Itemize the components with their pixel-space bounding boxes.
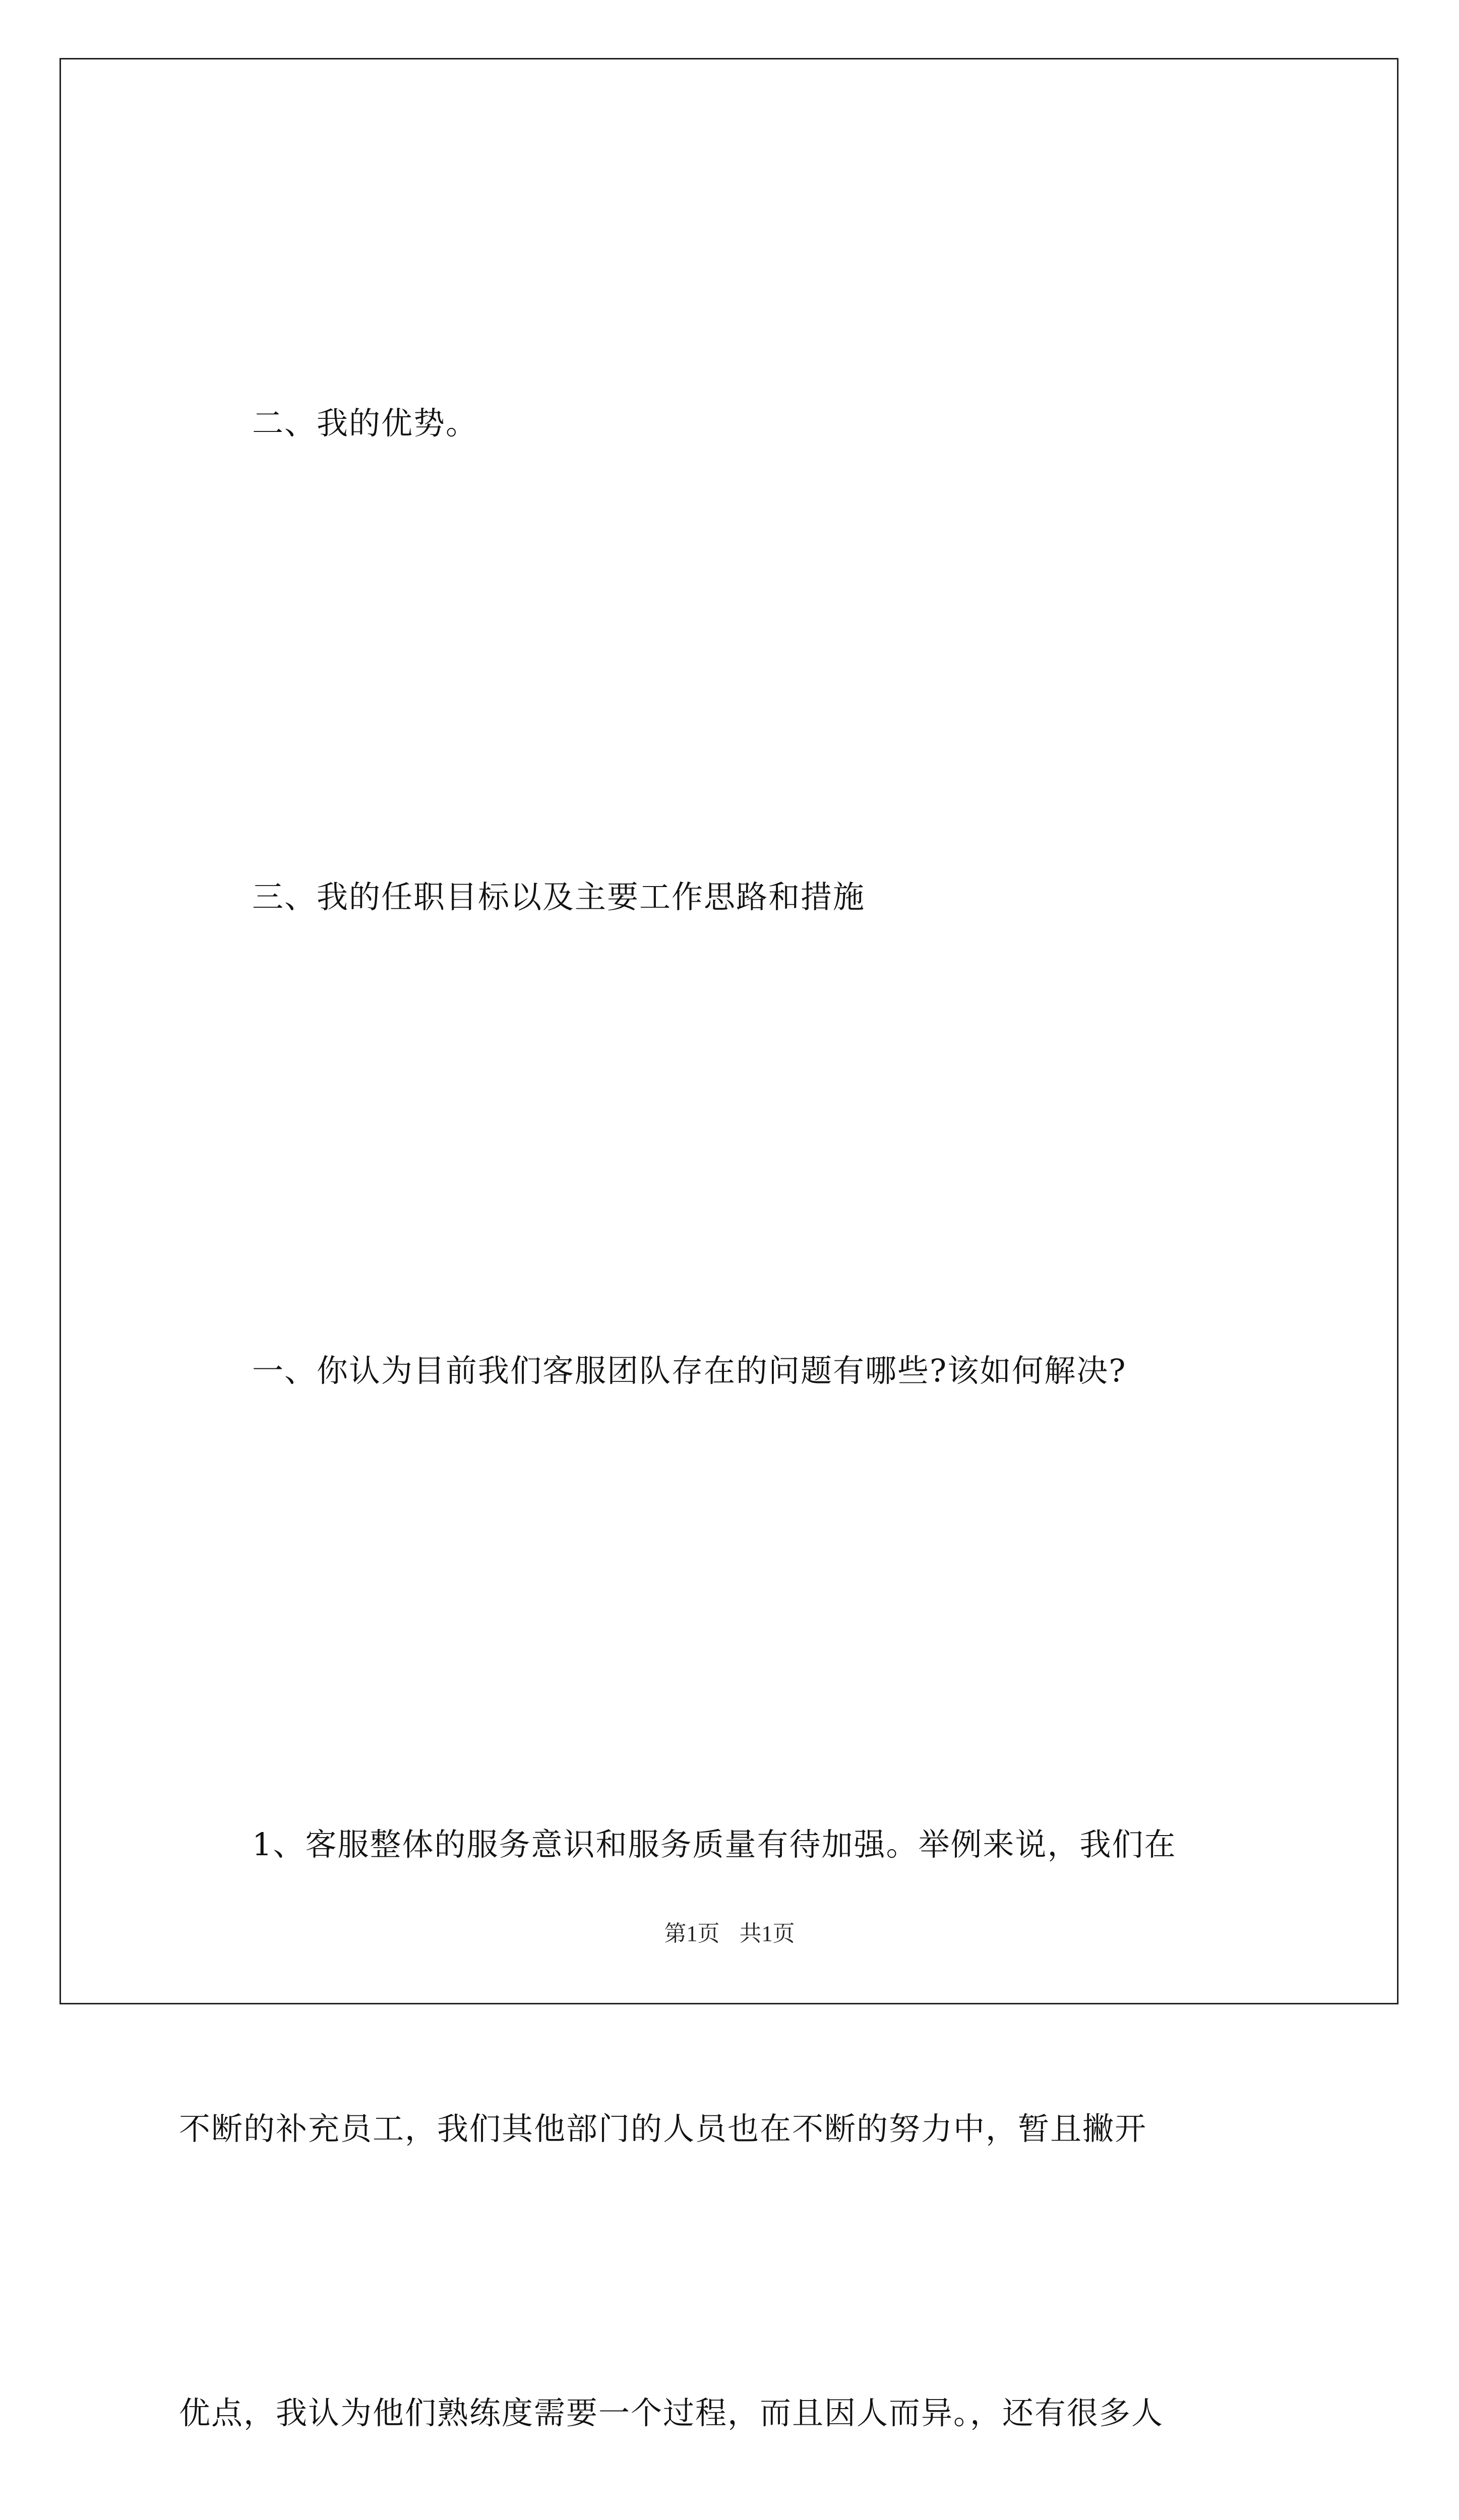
paragraph-question-heading [179,1134,1278,1608]
document-body [179,186,1278,2520]
paragraph-goals-heading [179,660,1278,1134]
text-line: 优点，我认为他们熟练度需要一个过程，而且因人而异。，还有很多人 [179,2395,1164,2431]
page-footer [0,1915,1459,1947]
text-line: 二、我的优势。 [252,405,478,442]
paragraph-advantages [179,186,1278,660]
page-number: 第1页 [664,1921,720,1946]
text-line: 不断的补充员工，我们其他部门的人员也在不断的努力中，暂且撇开 [179,2110,1147,2147]
text-line: 一、你认为目前我们客服团队存在的问题有哪些?该如何解决? [252,1352,1127,1389]
paragraph-service-awareness [179,1608,1278,2520]
page-total: 共1页 [739,1921,795,1946]
text-line: 三、我的任职目标以及主要工作思路和措施 [252,878,866,915]
text-line: 1、客服整体的服务意识和服务质量有待加强。举例来说，我们在 [252,1826,1177,1863]
